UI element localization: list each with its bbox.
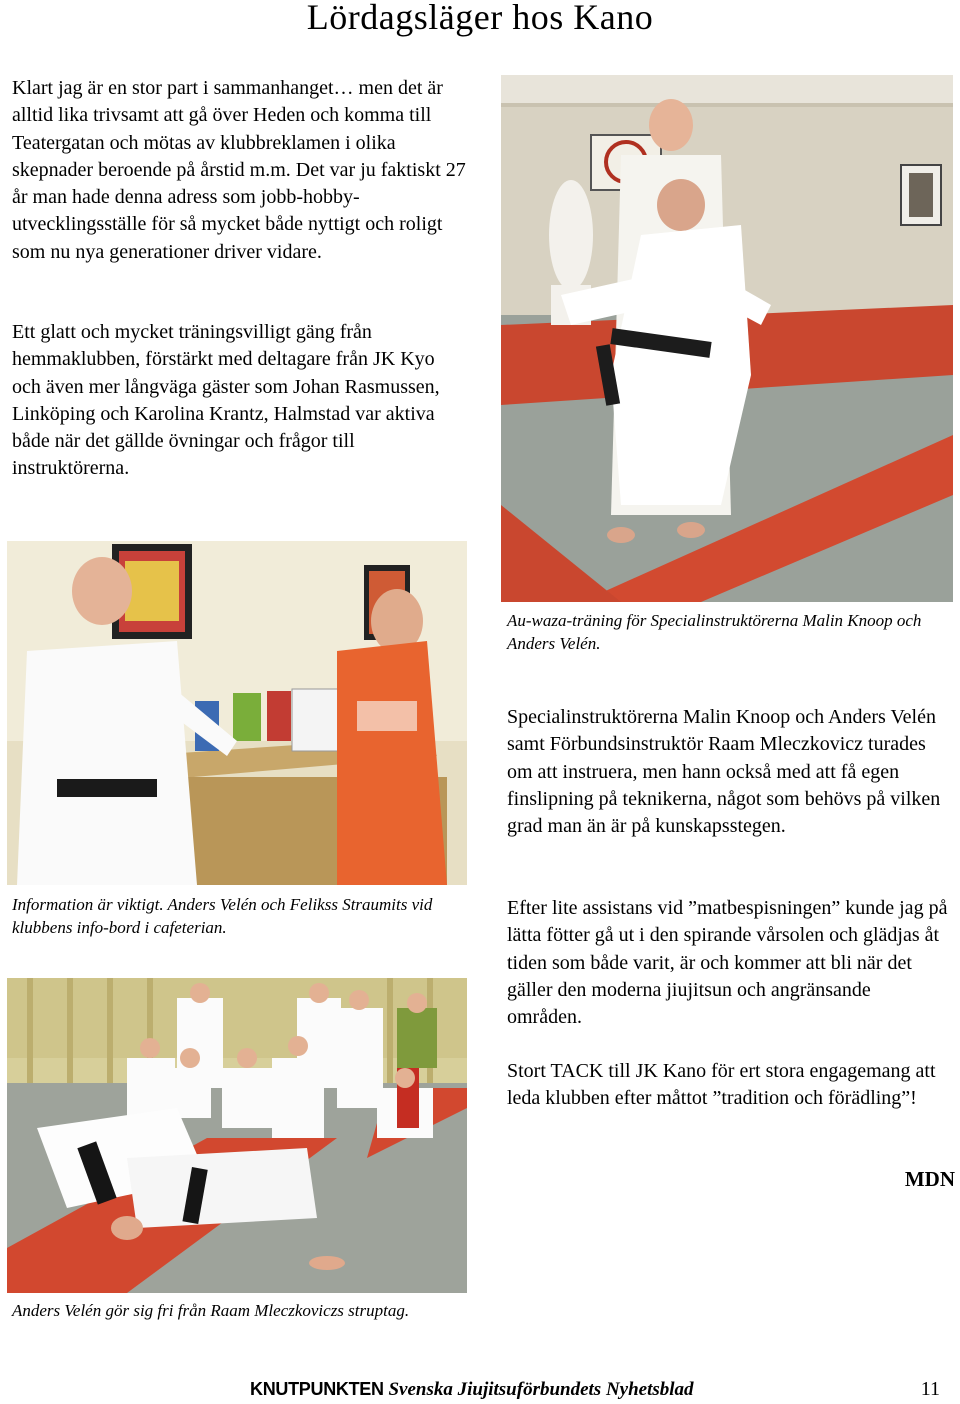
newsletter-subtitle: Svenska Jiujitsuförbundets Nyhetsblad <box>388 1379 694 1400</box>
auwaza-training-caption: Au-waza-träning för Specialinstruktörerna Malin Knoop och Anders Velén. <box>507 611 922 653</box>
page-number: 11 <box>920 1378 940 1400</box>
auwaza-training-photo <box>501 75 953 602</box>
page-footer <box>250 1379 770 1401</box>
author-signature: MDN <box>904 1167 955 1191</box>
info-board-caption: Information är viktigt. Anders Velén och Felikss Straumits vid klubbens info-bord i cafeterian. <box>12 895 433 937</box>
right-paragraph-2: Efter lite assistans vid ”matbespisningen” kunde jag på lätta fötter gå ut i den spirande vårsolen och glädjas åt tiden som både varit, är och kommer att bli när det gäller den moderna jiujitsun och angränsande områden. <box>507 897 948 1029</box>
page-title: Lördagsläger hos Kano <box>306 0 654 37</box>
group-practice-caption: Anders Velén gör sig fri från Raam Mleczkoviczs struptag. <box>12 1301 410 1320</box>
newsletter-brand: KNUTPUNKTEN <box>250 1379 384 1399</box>
right-paragraph-3: Stort TACK till JK Kano för ert stora engagemang att leda klubben efter måttot ”tradition och förädling”! <box>507 1060 936 1110</box>
intro-paragraph-1: Klart jag är en stor part i sammanhanget… men det är alltid lika trivsamt att gå över Heden och komma till Teatergatan och mötas av klubbreklamen i olika skepnader beroende på årstid m.m. Det var ju faktiskt 27 år man hade denna adress som jobb-hobby-utvecklingsställe för så mycket både nyttigt och roligt som nu nya generationer driver vidare. <box>12 77 466 263</box>
info-board-photo <box>7 541 467 885</box>
right-paragraph-1: Specialinstruktörerna Malin Knoop och Anders Velén samt Förbundsinstruktör Raam Mleczkovicz turades om att instruera, men hann också med att få egen finslipning på teknikerna, något som behövs på vilken grad man än är på kunskapsstegen. <box>507 706 941 838</box>
intro-paragraph-2: Ett glatt och mycket träningsvilligt gäng från hemmaklubben, förstärkt med deltagare från JK Kyo och även mer långväga gäster som Johan Rasmussen, Linköping och Karolina Krantz, Halmstad var aktiva både när det gällde övningar och frågor till instruktörerna. <box>12 321 440 480</box>
group-practice-photo <box>7 978 467 1293</box>
